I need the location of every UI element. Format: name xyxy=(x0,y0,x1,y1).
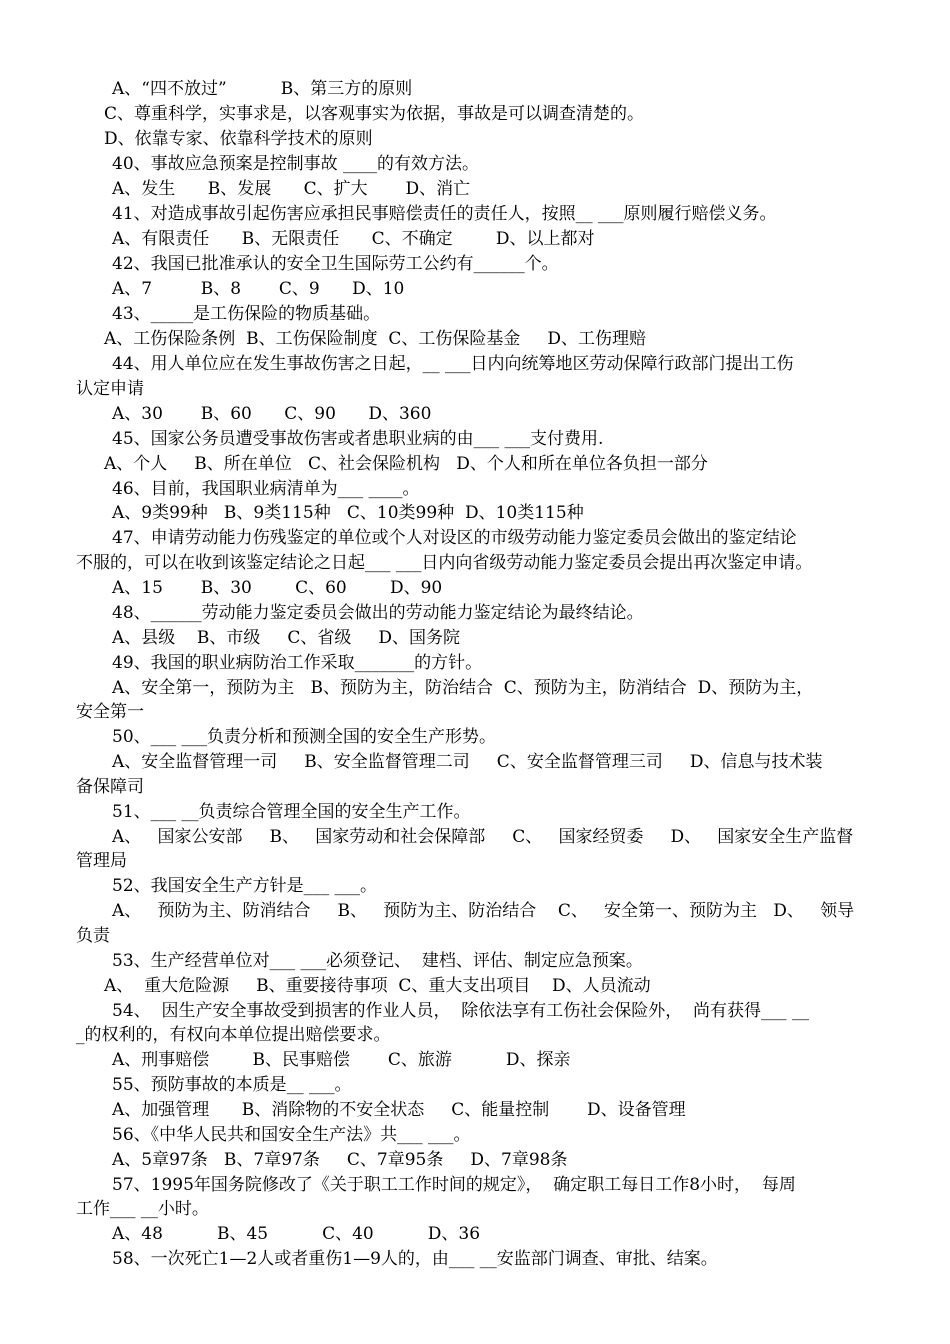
option-line: A、 国家公安部 B、 国家劳动和社会保障部 C、 国家经贸委 D、 国家安全生产监督 xyxy=(112,827,854,847)
question-line: _的权利的，有权向本单位提出赔偿要求。 xyxy=(76,1025,391,1045)
option-line: A、7 B、8 C、9 D、10 xyxy=(112,279,405,299)
option-line: A、加强管理 B、消除物的不安全状态 C、能量控制 D、设备管理 xyxy=(112,1100,686,1120)
question-line: 47、申请劳动能力伤残鉴定的单位或个人对设区的市级劳动能力鉴定委员会做出的鉴定结论 xyxy=(112,528,797,548)
option-line: 安全第一 xyxy=(76,702,144,722)
question-line: 53、生产经营单位对___ ___必须登记、 建档、评估、制定应急预案。 xyxy=(112,951,643,971)
question-line: 52、我国安全生产方针是___ ___。 xyxy=(112,876,378,896)
question-line: 50、___ ___负责分析和预测全国的安全生产形势。 xyxy=(112,727,497,747)
option-line: 负责 xyxy=(76,926,110,946)
question-line: 不服的，可以在收到该鉴定结论之日起___ ___日内向省级劳动能力鉴定委员会提出再次鉴定申请。 xyxy=(76,553,813,573)
question-line: 44、用人单位应在发生事故伤害之日起，__ ___日内向统筹地区劳动保障行政部门提出工伤 xyxy=(112,354,794,374)
question-line: 55、预防事故的本质是__ ___。 xyxy=(112,1075,352,1095)
question-line: 43、_____是工伤保险的物质基础。 xyxy=(112,304,381,324)
question-line: 54、 因生产安全事故受到损害的作业人员， 除依法享有工伤社会保险外， 尚有获得___ __ xyxy=(112,1001,809,1021)
option-line: A、工伤保险条例 B、工伤保险制度 C、工伤保险基金 D、工伤理赔 xyxy=(104,329,647,349)
question-line: 46、目前，我国职业病清单为___ ____。 xyxy=(112,479,420,499)
option-line: A、5章97条 B、7章97条 C、7章95条 D、7章98条 xyxy=(112,1150,568,1170)
question-line: 41、对造成事故引起伤害应承担民事赔偿责任的责任人，按照__ ___原则履行赔偿义务。 xyxy=(112,204,777,224)
option-line: A、15 B、30 C、60 D、90 xyxy=(112,578,443,598)
question-line: 45、国家公务员遭受事故伤害或者患职业病的由___ ___支付费用. xyxy=(112,429,604,449)
option-line: A、安全第一，预防为主 B、预防为主，防治结合 C、预防为主，防消结合 D、预防为主， xyxy=(112,678,814,698)
option-line: C、尊重科学，实事求是，以客观事实为依据，事故是可以调查清楚的。 xyxy=(104,104,645,124)
question-line: 48、______劳动能力鉴定委员会做出的劳动能力鉴定结论为最终结论。 xyxy=(112,603,644,623)
option-line: A、刑事赔偿 B、民事赔偿 C、旅游 D、探亲 xyxy=(112,1050,571,1070)
question-line: 49、我国的职业病防治工作采取_______的方针。 xyxy=(112,653,483,673)
option-line: A、9类99种 B、9类115种 C、10类99种 D、10类115种 xyxy=(112,503,584,523)
option-line: A、发生 B、发展 C、扩大 D、消亡 xyxy=(112,179,471,199)
question-line: 认定申请 xyxy=(76,379,144,399)
question-line: 51、___ __负责综合管理全国的安全生产工作。 xyxy=(112,802,471,822)
option-line: A、个人 B、所在单位 C、社会保险机构 D、个人和所在单位各负担一部分 xyxy=(104,454,708,474)
option-line: A、48 B、45 C、40 D、36 xyxy=(112,1224,481,1244)
option-line: A、安全监督管理一司 B、安全监督管理二司 C、安全监督管理三司 D、信息与技术装 xyxy=(112,752,823,772)
option-line: A、“四不放过” B、第三方的原则 xyxy=(112,79,413,99)
option-line: 管理局 xyxy=(76,851,127,871)
question-line: 57、1995年国务院修改了《关于职工工作时间的规定》， 确定职工每日工作8小时， 每周 xyxy=(112,1175,796,1195)
question-line: 工作___ __小时。 xyxy=(76,1199,209,1219)
option-line: A、有限责任 B、无限责任 C、不确定 D、以上都对 xyxy=(112,229,595,249)
question-line: 58、一次死亡1—2人或者重伤1—9人的，由___ __安监部门调查、审批、结案。 xyxy=(112,1249,718,1269)
question-line: 56、《中华人民共和国安全生产法》共___ ___。 xyxy=(112,1125,471,1145)
option-line: 备保障司 xyxy=(76,777,144,797)
question-line: 42、我国已批准承认的安全卫生国际劳工公约有______个。 xyxy=(112,254,559,274)
option-line: A、县级 B、市级 C、省级 D、国务院 xyxy=(112,628,461,648)
question-line: 40、事故应急预案是控制事故 ____的有效方法。 xyxy=(112,154,480,174)
option-line: A、 重大危险源 B、重要接待事项 C、重大支出项目 D、人员流动 xyxy=(104,976,651,996)
option-line: D、依靠专家、依靠科学技术的原则 xyxy=(104,129,373,149)
option-line: A、30 B、60 C、90 D、360 xyxy=(112,404,432,424)
option-line: A、 预防为主、防消结合 B、 预防为主、防治结合 C、 安全第一、预防为主 D、 领导 xyxy=(112,901,855,921)
